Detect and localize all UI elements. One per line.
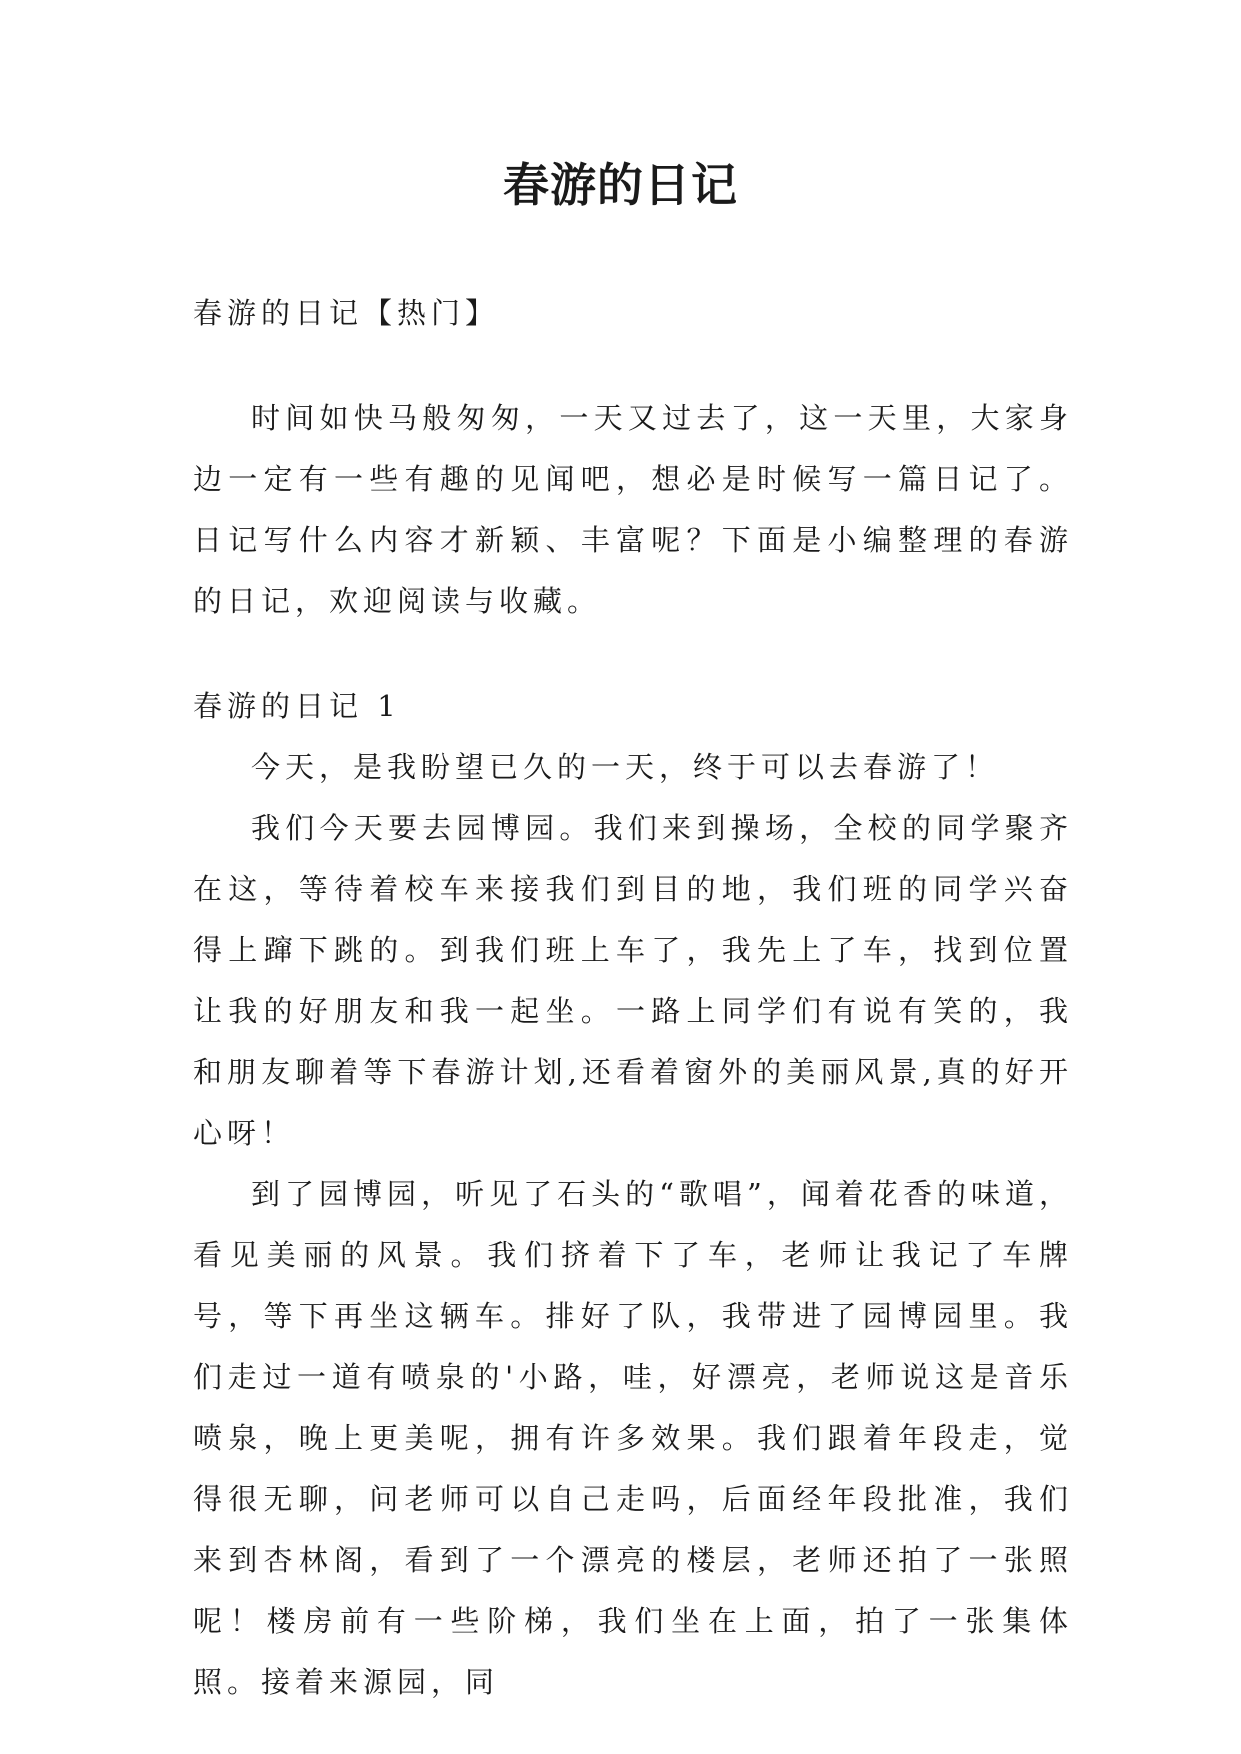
body-paragraph: 今天，是我盼望已久的一天，终于可以去春游了！ [251,750,1000,784]
section-heading: 春游的日记 1 [193,689,401,723]
document-body [193,283,1073,1713]
document-subtitle: 春游的日记【热门】 [193,296,500,330]
document-title: 春游的日记 [503,158,738,212]
body-paragraph: 到了园博园，听见了石头的“歌唱”，闻着花香的味道，看见美丽的风景。我们挤着下了车，老师让我记了车牌号，等下再坐这辆车。排好了队，我带进了园博园里。我们走过一道有喷泉的'小路，哇，好漂亮，老师说这是音乐喷泉，晚上更美呢，拥有许多效果。我们跟着年段走，觉得很无聊，问老师可以自己走吗，后面经年段批准，我们来到杏林阁，看到了一个漂亮的楼层，老师还拍了一张照呢！楼房前有一些阶梯，我们坐在上面，拍了一张集体照。接着来源园，同 [193,1177,1073,1699]
intro-paragraph: 时间如快马般匆匆，一天又过去了，这一天里，大家身边一定有一些有趣的见闻吧，想必是时候写一篇日记了。日记写什么内容才新颖、丰富呢？下面是小编整理的春游的日记，欢迎阅读与收藏。 [193,401,1073,618]
body-paragraph: 我们今天要去园博园。我们来到操场，全校的同学聚齐在这，等待着校车来接我们到目的地，我们班的同学兴奋得上蹿下跳的。到我们班上车了，我先上了车，找到位置让我的好朋友和我一起坐。一路上同学们有说有笑的，我和朋友聊着等下春游计划,还看着窗外的美丽风景,真的好开心呀！ [193,811,1073,1150]
